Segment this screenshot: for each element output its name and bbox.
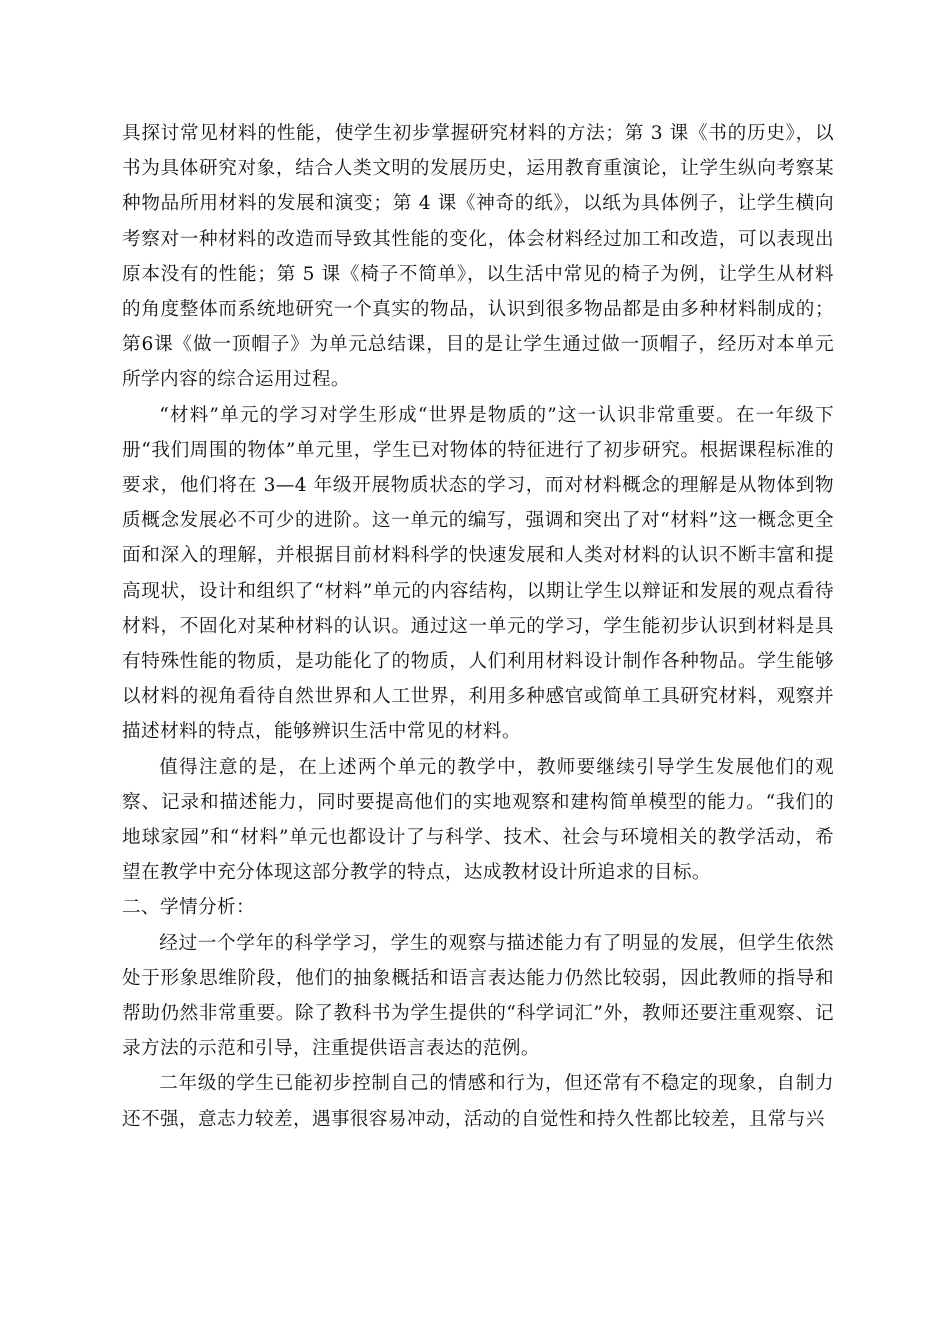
paragraph-teaching-note: 值得注意的是，在上述两个单元的教学中，教师要继续引导学生发展他们的观察、记录和描述能力，同时要提高他们的实地观察和建构简单模型的能力。“我们的地球家园”和“材料”单元也都设计了与科学、技术、社会与环境相关的教学活动，希望在教学中充分体现这部分教学的特点，达成教材设计所追求的目标。 xyxy=(122,756,834,884)
paragraph-student-ability: 经过一个学年的科学学习，学生的观察与描述能力有了明显的发展，但学生依然处于形象思维阶段，他们的抽象概括和语言表达能力仍然比较弱，因此教师的指导和帮助仍然非常重要。除了教科书为学生提供的“科学词汇”外，教师还要注重观察、记录方法的示范和引导，注重提供语言表达的范例。 xyxy=(122,932,834,1060)
paragraph-materials-unit: “材料”单元的学习对学生形成“世界是物质的”这一认识非常重要。在一年级下册“我们周围的物体”单元里，学生已对物体的特征进行了初步研究。根据课程标准的要求，他们将在 3—4 年级开展物质状态的学习，而对材料概念的理解是从物体到物质概念发展必不可少的进阶。这一单元的编写，强调和突出了对“材料”这一概念更全面和深入的理解，并根据目前材料科学的快速发展和人类对材料的认识不断丰富和提高现状，设计和组织了“材料”单元的内容结构，以期让学生以辩证和发展的观点看待材料，不固化对某种材料的认识。通过这一单元的学习，学生能初步认识到材料是具有特殊性能的物质，是功能化了的物质，人们利用材料设计制作各种物品。学生能够以材料的视角看待自然世界和人工世界，利用多种感官或简单工具研究材料，观察并描述材料的特点，能够辨识生活中常见的材料。 xyxy=(122,404,834,743)
section-heading-student-analysis: 二、学情分析： xyxy=(122,897,255,919)
paragraph-lesson-overview: 具探讨常见材料的性能，使学生初步掌握研究材料的方法；第 3 课《书的历史》，以书为具体研究对象，结合人类文明的发展历史，运用教育重演论，让学生纵向考察某种物品所用材料的发展和演变；第 4 课《神奇的纸》，以纸为具体例子，让学生横向考察对一种材料的改造而导致其性能的变化，体会材料经过加工和改造，可以表现出原本没有的性能；第 5 课《椅子不简单》，以生活中常见的椅子为例，让学生从材料的角度整体而系统地研究一个真实的物品，认识到很多物品都是由多种材料制成的；第6课《做一顶帽子》为单元总结课，目的是让学生通过做一顶帽子，经历对本单元所学内容的综合运用过程。 xyxy=(122,123,834,391)
paragraph-student-behavior: 二年级的学生已能初步控制自己的情感和行为，但还常有不稳定的现象，自制力还不强，意志力较差，遇事很容易冲动，活动的自觉性和持久性都比较差，且常与兴 xyxy=(122,1073,834,1130)
document-page xyxy=(122,116,834,1137)
